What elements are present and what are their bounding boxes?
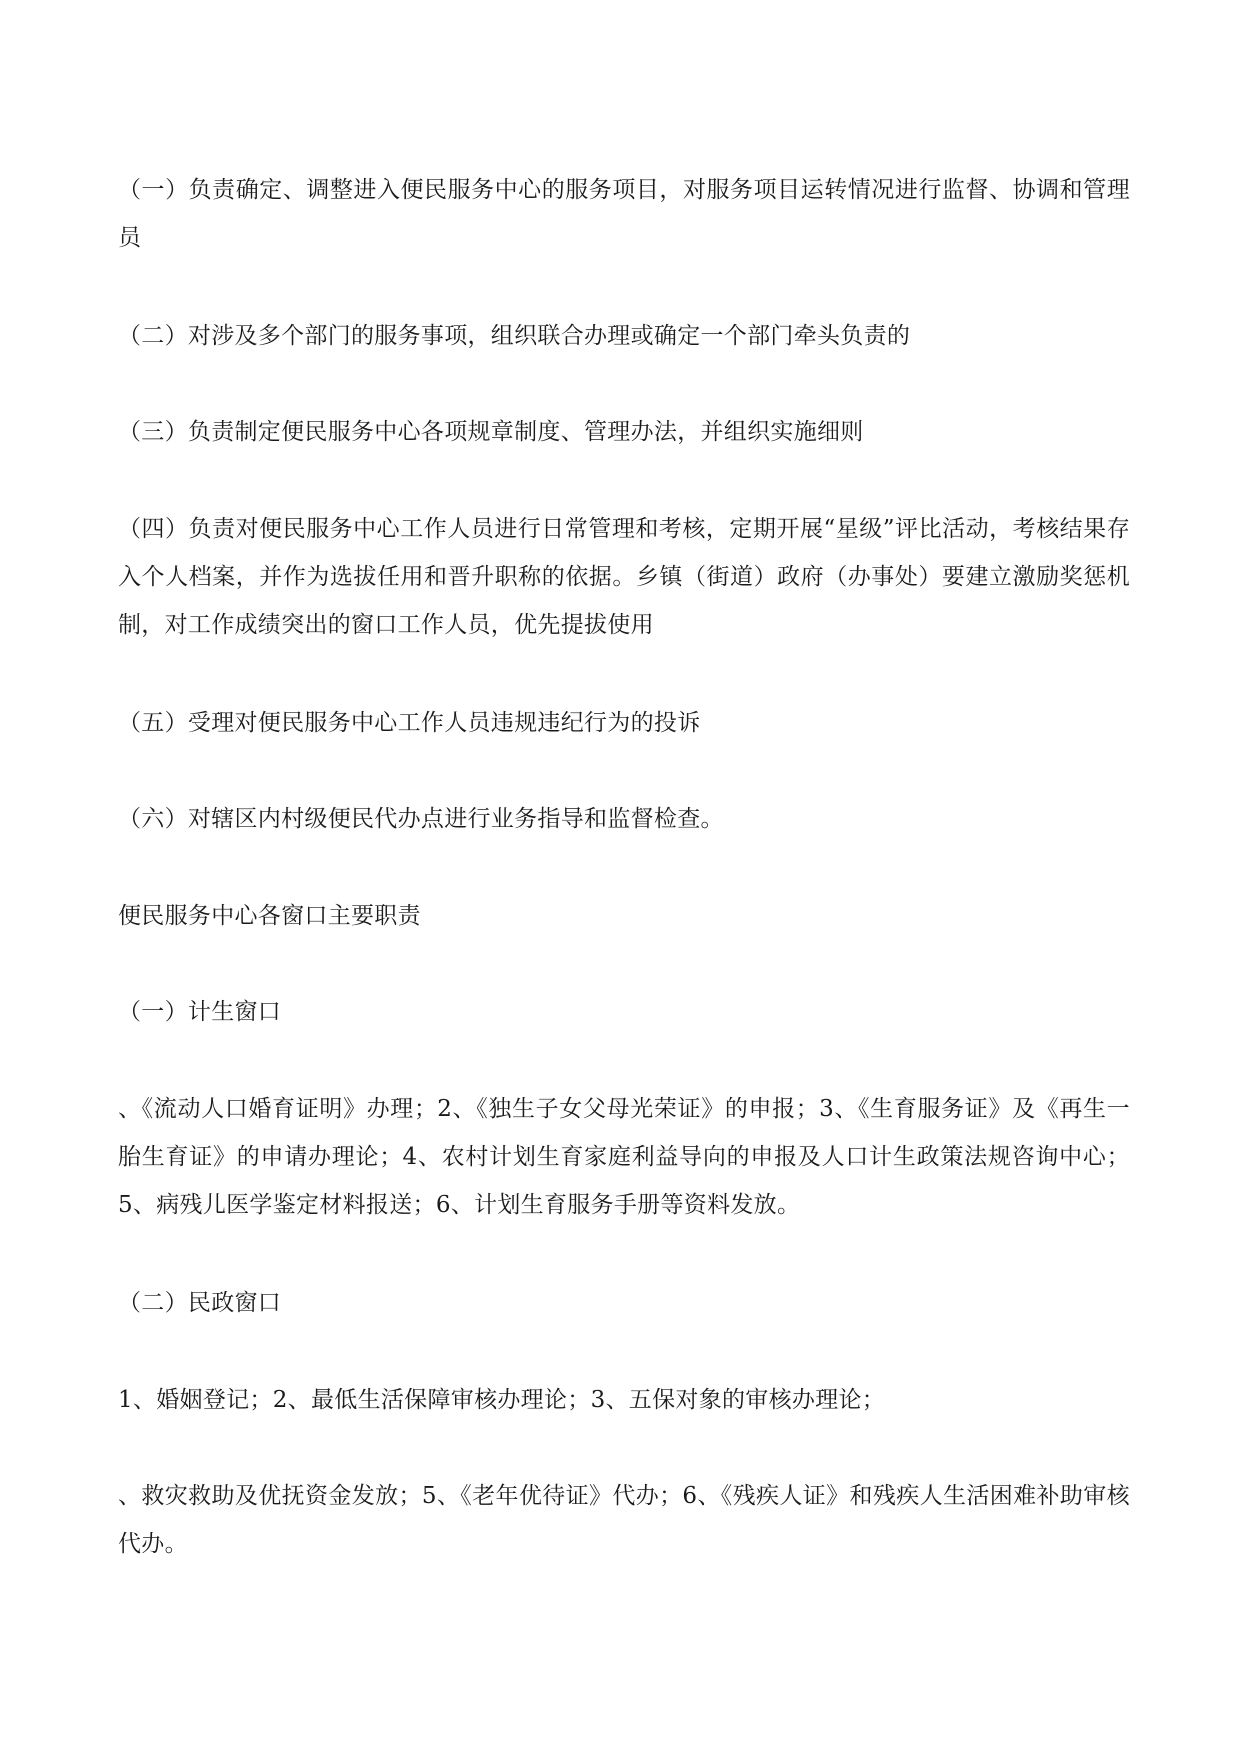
paragraph-duty-3: （三）负责制定便民服务中心各项规章制度、管理办法，并组织实施细则 bbox=[118, 419, 864, 445]
section-heading-window-duties: 便民服务中心各窗口主要职责 bbox=[118, 903, 421, 929]
paragraph-duty-6: （六）对辖区内村级便民代办点进行业务指导和监督检查。 bbox=[118, 806, 724, 832]
paragraph-family-planning-items: 、《流动人口婚育证明》办理；2、《独生子女父母光荣证》的申报；3、《生育服务证》及《再生一胎生育证》的申请办理论；4、农村计划生育家庭利益导向的申报及人口计生政策法规咨询中心；5、病残儿医学鉴定材料报送；6、计划生育服务手册等资料发放。 bbox=[118, 1096, 1130, 1218]
paragraph-civil-affairs-items-2: 、救灾救助及优抚资金发放；5、《老年优待证》代办；6、《残疾人证》和残疾人生活困难补助审核代办。 bbox=[118, 1483, 1130, 1557]
paragraph-duty-4: （四）负责对便民服务中心工作人员进行日常管理和考核，定期开展“星级”评比活动，考核结果存入个人档案，并作为选拔任用和晋升职称的依据。乡镇（街道）政府（办事处）要建立激励奖惩机制，对工作成绩突出的窗口工作人员，优先提拔使用 bbox=[118, 516, 1130, 638]
paragraph-duty-5: （五）受理对便民服务中心工作人员违规违纪行为的投诉 bbox=[118, 710, 701, 736]
subheading-civil-affairs-window: （二）民政窗口 bbox=[118, 1290, 282, 1316]
subheading-family-planning-window: （一）计生窗口 bbox=[118, 999, 282, 1025]
paragraph-duty-1: （一）负责确定、调整进入便民服务中心的服务项目，对服务项目运转情况进行监督、协调和管理员 bbox=[118, 177, 1130, 251]
paragraph-duty-2: （二）对涉及多个部门的服务事项，组织联合办理或确定一个部门牵头负责的 bbox=[118, 323, 911, 349]
paragraph-civil-affairs-items-1: 1、婚姻登记；2、最低生活保障审核办理论；3、五保对象的审核办理论； bbox=[118, 1387, 886, 1413]
